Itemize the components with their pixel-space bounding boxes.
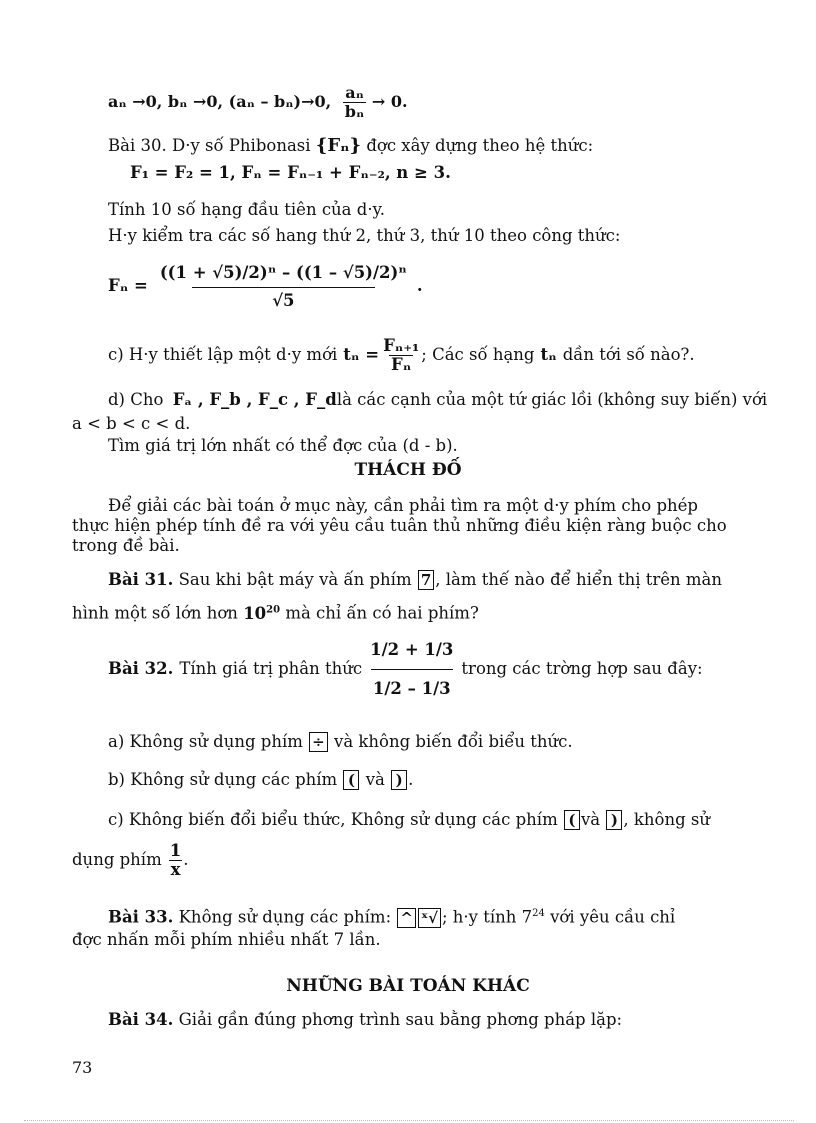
bai33-line-2: đợc nhấn mỗi phím nhiều nhất 7 lần. <box>72 930 381 949</box>
key-open-paren: ( <box>343 770 359 790</box>
page-number: 73 <box>72 1058 93 1077</box>
compound-fraction: $\frac{1/2 + 1/3}{1/2 - 1/3}$ <box>368 631 455 708</box>
key-close-paren: ) <box>606 810 622 830</box>
intro-line-1: Để giải các bài toán ở mục này, cần phải tìm ra một d·y phím cho phép <box>108 496 698 515</box>
key-root: ˣ√ <box>418 908 441 928</box>
fraction-an-bn: $\frac{\text{aₙ}}{\text{bₙ}}$ <box>344 83 365 121</box>
key-power: ^ <box>397 908 416 928</box>
bai32-part-a: a) Không sử dụng phím ÷ và không biến đổi biểu thức. <box>108 732 573 751</box>
section-heading-thach-do: THÁCH ĐỐ <box>354 460 462 480</box>
bai34-line: Bài 34. Giải gần đúng phơng trình sau bằng phơng pháp lặp: <box>108 1010 623 1029</box>
part-d-question: Tìm giá trị lớn nhất có thể đợc của (d - b). <box>108 436 458 455</box>
bai31-line-2: hình một số lớn hơn $10^{20}$ mà chỉ ấn có hai phím? <box>72 603 479 623</box>
intro-line-2: thực hiện phép tính đề ra với yêu cầu tuân thủ những điều kiện ràng buộc cho <box>72 516 727 535</box>
power-ten-twenty: $10^{20}$ <box>243 603 281 623</box>
formula-limits: aₙ →0, bₙ →0, (aₙ – bₙ)→0, $\frac{\text{aₙ}}{\text{bₙ}}$ → 0. <box>108 83 408 121</box>
bai32-part-b: b) Không sử dụng các phím ( và ) . <box>108 770 414 789</box>
binet-fraction: $\frac{\text{((1 + √5)/2)ⁿ – ((1 – √5)/2)ⁿ}}{√5}$ <box>152 259 415 314</box>
key-7: 7 <box>418 570 434 590</box>
part-c-line: c) H·y thiết lập một d·y mới tₙ = $\frac{\text{Fₙ₊₁}}{\text{Fₙ}}$ ; Các số hạng tₙ dần tới số nào?. <box>108 335 695 374</box>
fibonacci-recurrence: F₁ = F₂ = 1, Fₙ = Fₙ₋₁ + Fₙ₋₂, n ≥ 3. <box>130 163 451 182</box>
footer-divider <box>24 1120 794 1121</box>
reciprocal-key-fraction: $\frac{1}{x}$ <box>169 840 182 879</box>
compute-ten-terms: Tính 10 số hạng đầu tiên của d·y. <box>108 200 385 219</box>
bai32-line: Bài 32. Tính giá trị phân thức $\frac{1/2 + 1/3}{1/2 - 1/3}$ trong các trờng hợp sau đây: <box>108 626 703 712</box>
bai30-heading-line: Bài 30. D·y số Phibonasi {Fₙ} đợc xây dựng theo hệ thức: <box>108 135 594 156</box>
bai31-line-1: Bài 31. Sau khi bật máy và ấn phím 7 , làm thế nào để hiển thị trên màn <box>108 570 723 589</box>
ratio-fraction: $\frac{\text{Fₙ₊₁}}{\text{Fₙ}}$ <box>383 335 420 374</box>
key-divide: ÷ <box>309 732 328 752</box>
bai32-part-c-line-1: c) Không biến đổi biểu thức, Không sử dụng các phím ( và ) , không sử <box>108 810 710 829</box>
key-close-paren: ) <box>391 770 407 790</box>
section-heading-nhung-bai-toan-khac: NHỮNG BÀI TOÁN KHÁC <box>286 976 530 996</box>
binet-formula: Fₙ = $\frac{\text{((1 + √5)/2)ⁿ – ((1 – √5)/2)ⁿ}}{√5}$ . <box>108 252 423 320</box>
intro-line-3: trong đề bài. <box>72 536 180 555</box>
part-d-line: d) Cho Fₐ , F_b , F_c , F_d là các cạnh của một tứ giác lồi (không suy biến) với <box>108 390 768 409</box>
bai33-line-1: Bài 33. Không sử dụng các phím: ^ ˣ√ ; h·y tính $7^{24}$ với yêu cầu chỉ <box>108 907 676 927</box>
part-d-condition: a < b < c < d. <box>72 414 191 433</box>
bai32-part-c-line-2: dụng phím $\frac{1}{x}$ . <box>72 840 189 879</box>
check-formula-line: H·y kiểm tra các số hang thứ 2, thứ 3, thứ 10 theo công thức: <box>108 226 621 245</box>
key-open-paren: ( <box>564 810 580 830</box>
